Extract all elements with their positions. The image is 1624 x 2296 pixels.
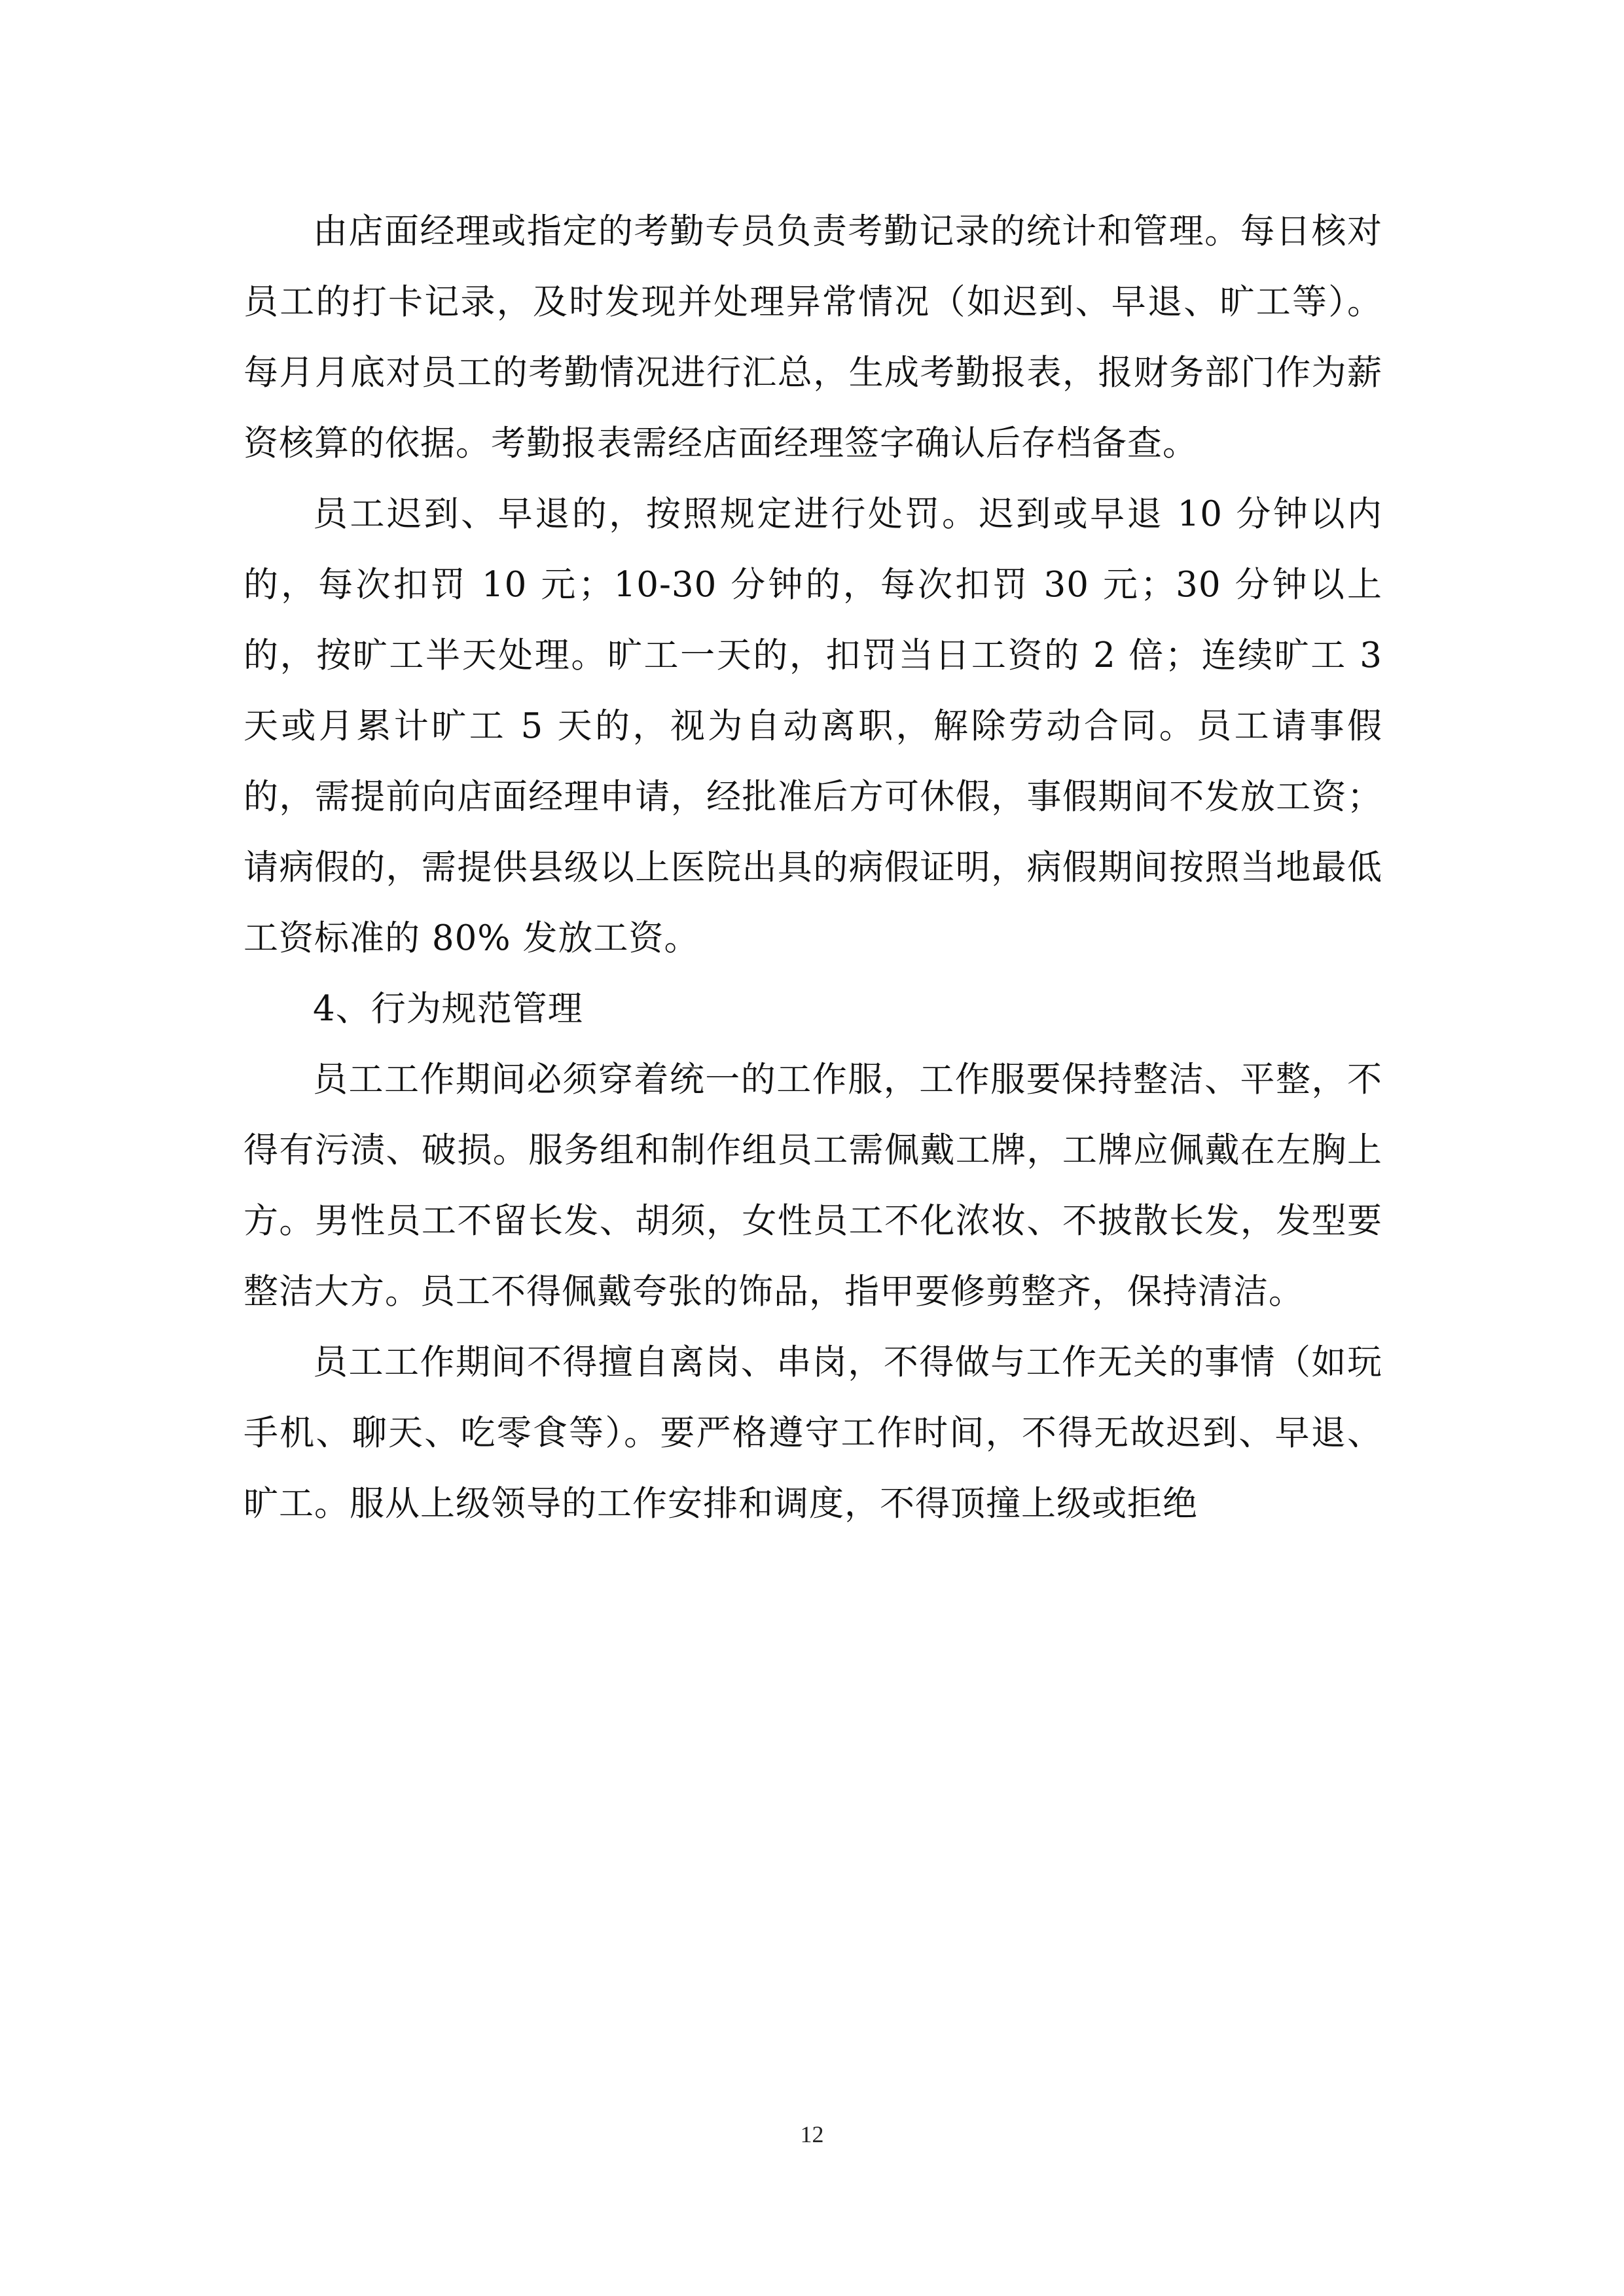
section-heading-conduct: 4、行为规范管理	[313, 989, 583, 1029]
page-number: 12	[800, 2121, 824, 2147]
paragraph-work-discipline: 员工工作期间不得擅自离岗、串岗，不得做与工作无关的事情（如玩手机、聊天、吃零食等）。要严格遵守工作时间，不得无故迟到、早退、旷工。服从上级领导的工作安排和调度，不得顶撞上级或拒绝	[244, 1342, 1382, 1524]
paragraph-dress-code: 员工工作期间必须穿着统一的工作服，工作服要保持整洁、平整，不得有污渍、破损。服务组和制作组员工需佩戴工牌，工牌应佩戴在左胸上方。男性员工不留长发、胡须，女性员工不化浓妆、不披散长发，发型要整洁大方。员工不得佩戴夸张的饰品，指甲要修剪整齐，保持清洁。	[244, 1060, 1382, 1312]
paragraph-attendance-penalties: 员工迟到、早退的，按照规定进行处罚。迟到或早退 10 分钟以内的，每次扣罚 10 元；10-30 分钟的，每次扣罚 30 元；30 分钟以上的，按旷工半天处理。旷工一天的，扣罚当日工资的 2 倍；连续旷工 3 天或月累计旷工 5 天的，视为自动离职，解除劳动合同。员工请事假的，需提前向店面经理申请，经批准后方可休假，事假期间不发放工资；请病假的，需提供县级以上医院出具的病假证明，病假期间按照当地最低工资标准的 80% 发放工资。	[244, 494, 1382, 958]
paragraph-attendance-management: 由店面经理或指定的考勤专员负责考勤记录的统计和管理。每日核对员工的打卡记录，及时发现并处理异常情况（如迟到、早退、旷工等）。每月月底对员工的考勤情况进行汇总，生成考勤报表，报财务部门作为薪资核算的依据。考勤报表需经店面经理签字确认后存档备查。	[244, 211, 1382, 463]
document-body	[244, 196, 1382, 1539]
